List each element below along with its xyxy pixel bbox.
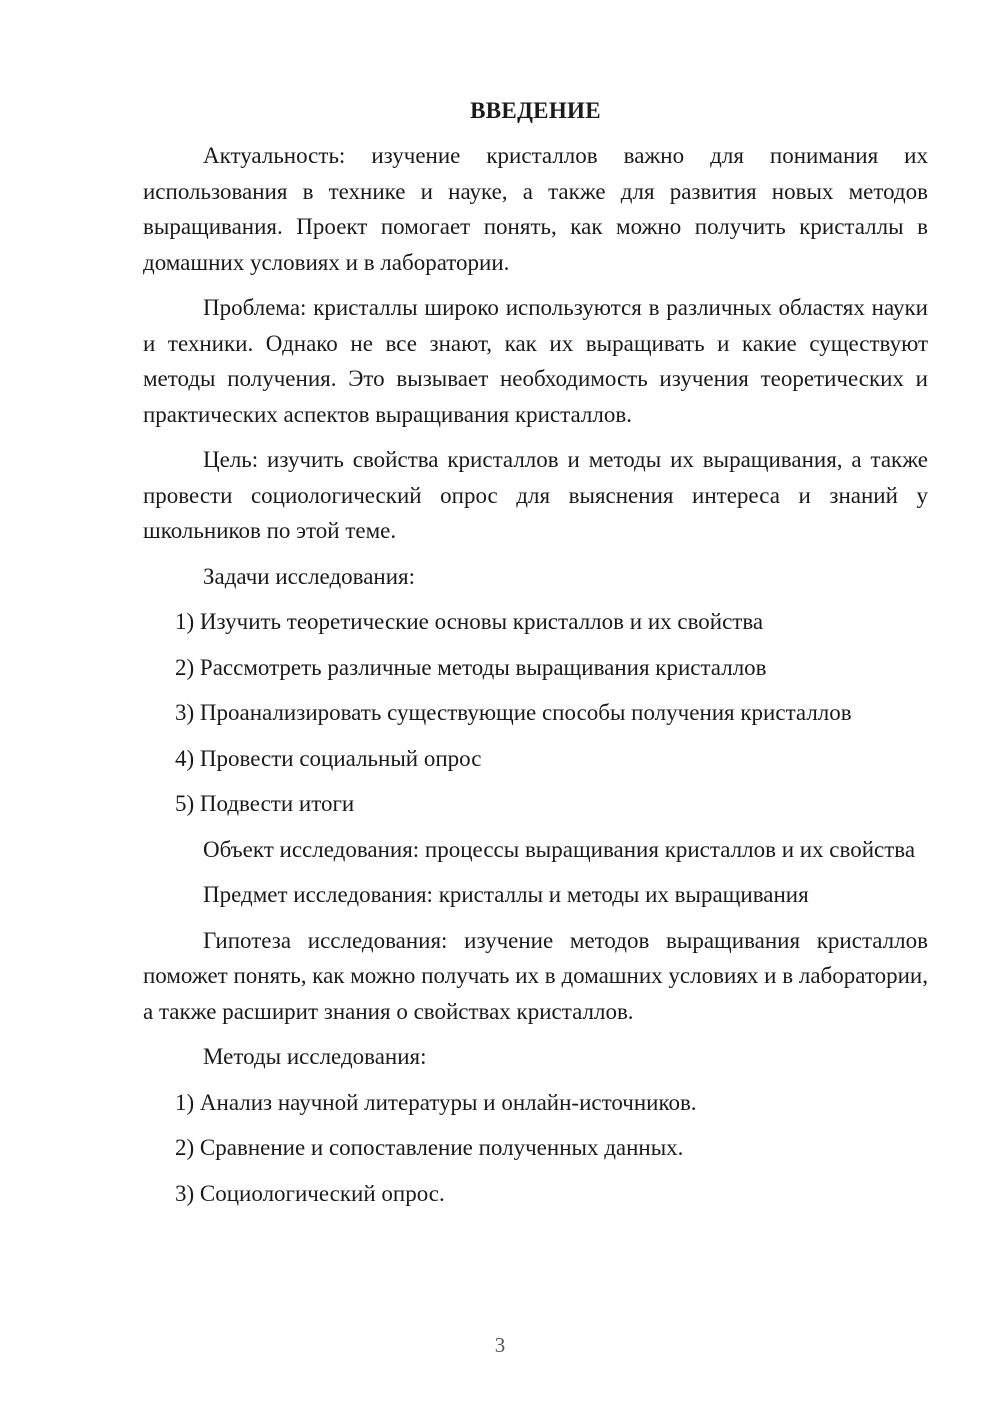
list-item: 1) Изучить теоретические основы кристаллов и их свойства bbox=[175, 609, 764, 634]
tasks-heading: Задачи исследования: bbox=[203, 563, 416, 589]
list-item: 3) Социологический опрос. bbox=[175, 1180, 445, 1206]
hypothesis-paragraph: Гипотеза исследования: изучение методов выращивания кристаллов поможет понять, как можно получать их в домашних условиях и в лаборатории, а также расширит знания о свойствах кристаллов. bbox=[143, 927, 928, 1024]
document-page bbox=[143, 96, 928, 1221]
page-number: 3 bbox=[494, 1333, 506, 1357]
object-paragraph: Объект исследования: процессы выращивания кристаллов и их свойства bbox=[203, 836, 916, 862]
problem-paragraph: Проблема: кристаллы широко используются в различных областях науки и техники. Однако не все знают, как их выращивать и какие существуют методы получения. Это вызывает необходимость изучения теоретических и практических аспектов выращивания кристаллов. bbox=[143, 295, 928, 427]
relevance-paragraph: Актуальность: изучение кристаллов важно для понимания их использования в технике и науке, а также для развития новых методов выращивания. Проект помогает понять, как можно получить кристаллы в домашних условиях и в лаборатории. bbox=[143, 143, 928, 275]
list-item: 4) Провести социальный опрос bbox=[175, 745, 482, 771]
page-title: ВВЕДЕНИЕ bbox=[470, 98, 601, 123]
list-item: 5) Подвести итоги bbox=[175, 791, 355, 816]
list-item: 1) Анализ научной литературы и онлайн-источников. bbox=[175, 1089, 697, 1115]
list-item: 2) Рассмотреть различные методы выращивания кристаллов bbox=[175, 654, 767, 680]
methods-heading: Методы исследования: bbox=[203, 1044, 427, 1069]
subject-paragraph: Предмет исследования: кристаллы и методы их выращивания bbox=[203, 882, 809, 907]
methods-list bbox=[143, 1085, 928, 1212]
tasks-list bbox=[143, 604, 928, 822]
list-item: 2) Сравнение и сопоставление полученных данных. bbox=[175, 1135, 684, 1160]
list-item: 3) Проанализировать существующие способы получения кристаллов bbox=[175, 700, 852, 725]
goal-paragraph: Цель: изучить свойства кристаллов и методы их выращивания, а также провести социологический опрос для выяснения интереса и знаний у школьников по этой теме. bbox=[143, 447, 928, 543]
